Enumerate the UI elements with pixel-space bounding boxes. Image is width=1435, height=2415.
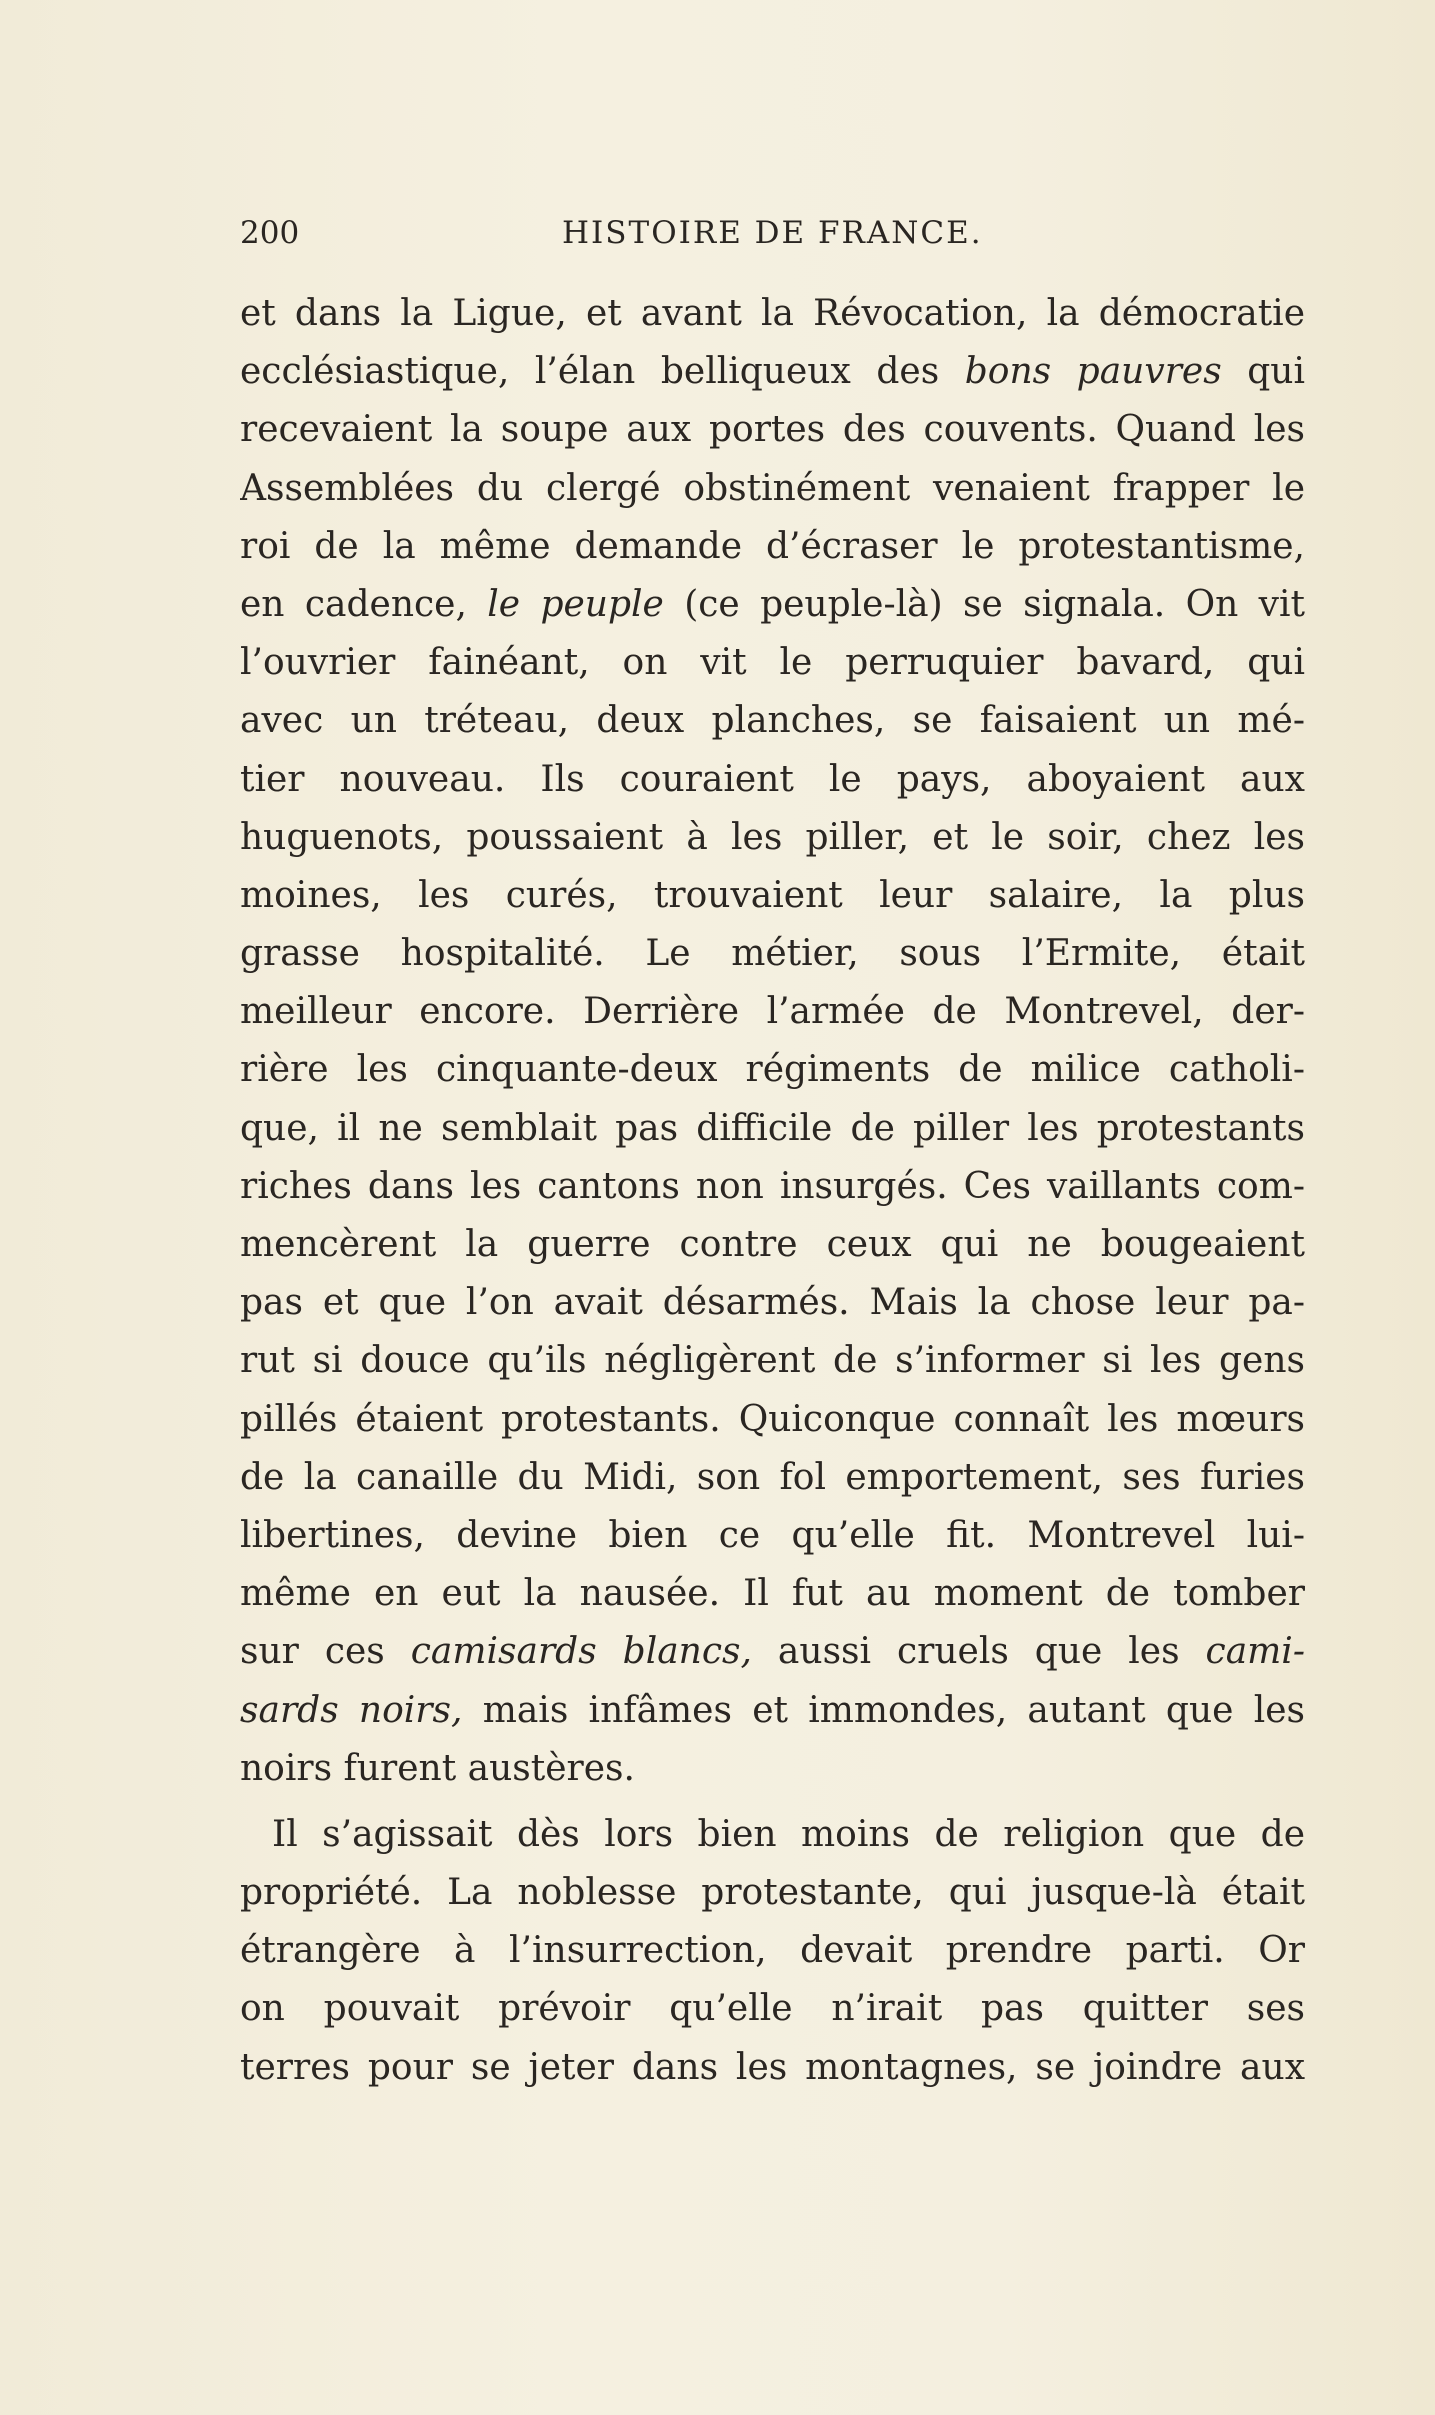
text-line: moines, les curés, trouvaient leur salaire, la plus [240, 874, 1305, 916]
text-line: rut si douce qu’ils négligèrent de s’informer si les gens [240, 1340, 1305, 1382]
text-line: mencèrent la guerre contre ceux qui ne bougeaient [240, 1224, 1305, 1265]
text-line: sur ces camisards blancs, aussi cruels que les cami- [240, 1631, 1305, 1673]
text-line: huguenots, poussaient à les piller, et le soir, chez les [240, 816, 1305, 858]
text-line: avec un tréteau, deux planches, se faisaient un mé- [240, 700, 1305, 742]
text-line: grasse hospitalité. Le métier, sous l’Ermite, était [240, 933, 1305, 975]
text-line: riches dans les cantons non insurgés. Ces vaillants com- [240, 1165, 1305, 1207]
text-line: on pouvait prévoir qu’elle n’irait pas quitter ses [240, 1988, 1305, 2030]
text-line: ecclésiastique, l’élan belliqueux des bons pauvres qui [240, 351, 1305, 393]
text-line: meilleur encore. Derrière l’armée de Montrevel, der- [240, 991, 1305, 1033]
text-line: que, il ne semblait pas difficile de piller les protestants [240, 1107, 1305, 1149]
text-line: de la canaille du Midi, son fol emportement, ses furies [240, 1456, 1305, 1498]
running-head: HISTOIRE DE FRANCE. [562, 215, 983, 251]
text-line: l’ouvrier fainéant, on vit le perruquier bavard, qui [240, 642, 1305, 684]
italic-phrase: sards noirs, [240, 1689, 463, 1731]
text-line: recevaient la soupe aux portes des couvents. Quand les [240, 409, 1305, 451]
paragraph-break [240, 1798, 1305, 1806]
text-line: tier nouveau. Ils couraient le pays, aboyaient aux [240, 758, 1305, 800]
italic-phrase: bons pauvres [964, 351, 1222, 393]
text-line: même en eut la nausée. Il fut au moment de tomber [240, 1573, 1305, 1615]
body-text [240, 285, 1305, 2097]
text-line: en cadence, le peuple (ce peuple-là) se signala. On vit [240, 583, 1305, 625]
italic-phrase: cami- [1205, 1631, 1305, 1673]
text-line: noirs furent austères. [240, 1747, 635, 1789]
page-number: 200 [240, 215, 300, 251]
italic-phrase: le peuple [487, 583, 664, 625]
text-line: Il s’agissait dès lors bien moins de religion que de [272, 1813, 1305, 1855]
text-line: rière les cinquante-deux régiments de milice catholi- [240, 1049, 1305, 1091]
text-line: propriété. La noblesse protestante, qui jusque-là était [240, 1872, 1305, 1914]
text-line: libertines, devine bien ce qu’elle fit. Montrevel lui- [240, 1514, 1305, 1556]
text-line: Assemblées du clergé obstinément venaient frapper le [240, 467, 1305, 509]
italic-phrase: camisards blancs, [410, 1631, 752, 1673]
page-header [240, 215, 1305, 265]
text-line: sards noirs, mais infâmes et immondes, autant que les [240, 1689, 1305, 1731]
text-line: pas et que l’on avait désarmés. Mais la chose leur pa- [240, 1282, 1305, 1324]
text-line: étrangère à l’insurrection, devait prendre parti. Or [240, 1930, 1305, 1972]
text-line: et dans la Ligue, et avant la Révocation, la démocratie [240, 293, 1305, 334]
text-line: pillés étaient protestants. Quiconque connaît les mœurs [240, 1398, 1305, 1440]
text-line: roi de la même demande d’écraser le protestantisme, [240, 525, 1305, 567]
text-line: terres pour se jeter dans les montagnes, se joindre aux [240, 2046, 1305, 2088]
